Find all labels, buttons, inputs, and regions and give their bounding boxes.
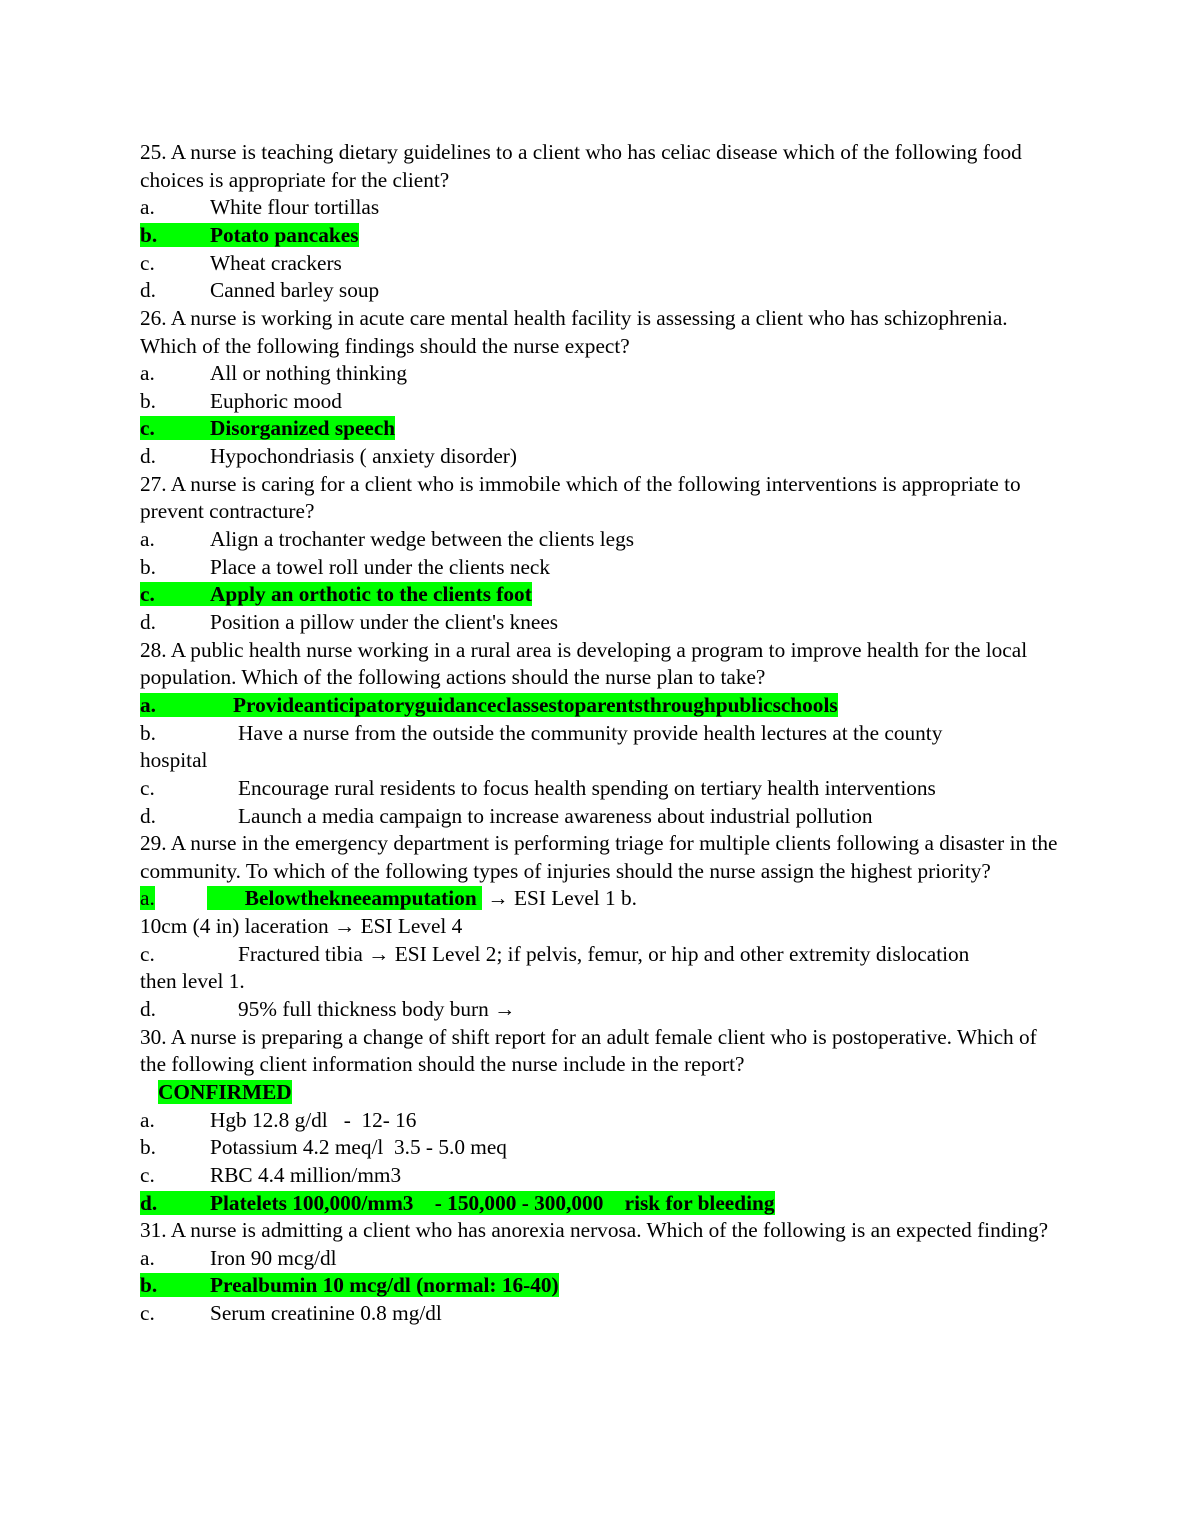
q27-option-c (140, 581, 1060, 609)
option-text: Hypochondriasis ( anxiety disorder) (210, 444, 517, 469)
q29-option-b: 10cm (4 in) laceration → ESI Level 4 (140, 914, 463, 939)
q26-option-b (140, 388, 1060, 416)
q25-option-c (140, 250, 1060, 278)
q30-option-b (140, 1134, 1060, 1162)
option-label: b. (140, 222, 158, 247)
option-label: a. (140, 1107, 155, 1132)
option-text: Potassium 4.2 meq/l 3.5 - 5.0 meq (210, 1135, 507, 1160)
option-text: Euphoric mood (210, 388, 342, 413)
answer-highlight: Disorganized speech (210, 416, 396, 441)
q27-option-d (140, 609, 1060, 637)
q30-option-d (140, 1190, 1060, 1218)
option-text: Position a pillow under the client's knees (210, 609, 559, 634)
q31-option-a (140, 1245, 1060, 1273)
option-text: Launch a media campaign to increase awareness about industrial pollution (238, 803, 873, 828)
option-label: a. (140, 195, 155, 220)
option-label: b. (140, 388, 156, 413)
option-label: c. (140, 250, 155, 275)
q29-option-a (140, 885, 1060, 913)
q29-option-d (140, 996, 1060, 1024)
option-text: White flour tortillas (210, 195, 380, 220)
option-text: Align a trochanter wedge between the clients legs (210, 527, 635, 552)
option-text: Iron 90 mcg/dl (210, 1245, 337, 1270)
confirmed-badge: CONFIRMED (158, 1079, 292, 1104)
option-text: Place a towel roll under the clients neck (210, 554, 551, 579)
q28-option-a (140, 692, 1060, 720)
option-label: c. (140, 416, 155, 441)
question-31-stem: 31. A nurse is admitting a client who has anorexia nervosa. Which of the following is an expected finding? (140, 1218, 1049, 1243)
option-label: a. (140, 361, 155, 386)
q28-option-c (140, 775, 1060, 803)
option-text: Fractured tibia → ESI Level 2; if pelvis, femur, or hip and other extremity dislocation (238, 941, 970, 966)
option-label: d. (140, 997, 156, 1022)
q25-option-a (140, 194, 1060, 222)
option-label: b. (140, 720, 156, 745)
document-body (140, 139, 1060, 1328)
option-label: c. (140, 775, 155, 800)
option-label: a. (140, 527, 155, 552)
question-25-stem: 25. A nurse is teaching dietary guidelines to a client who has celiac disease which of the following food choices is appropriate for the client? (140, 140, 1022, 192)
option-text: All or nothing thinking (210, 361, 407, 386)
option-label: a. (140, 886, 155, 911)
option-label: d. (140, 1190, 158, 1215)
question-27-stem: 27. A nurse is caring for a client who is immobile which of the following interventions is appropriate to prevent contracture? (140, 471, 1021, 524)
option-label: a. (140, 1245, 155, 1270)
option-label: c. (140, 1162, 155, 1187)
q27-option-a (140, 526, 1060, 554)
q26-option-a (140, 360, 1060, 388)
answer-highlight: Potato pancakes (210, 222, 359, 247)
option-text: Wheat crackers (210, 250, 342, 275)
q28-option-b (140, 720, 1060, 748)
answer-highlight: Provideanticipatoryguidanceclassestoparentsthroughpublicschools (233, 692, 838, 717)
q26-option-d (140, 443, 1060, 471)
option-label: c. (140, 941, 155, 966)
option-label: c. (140, 582, 155, 607)
q29-option-c-continued: then level 1. (140, 969, 245, 994)
option-label: d. (140, 444, 156, 469)
q25-option-b (140, 222, 1060, 250)
answer-highlight: Belowthekneeamputation (244, 886, 477, 911)
question-26-stem: 26. A nurse is working in acute care mental health facility is assessing a client who has schizophrenia. Which of the following findings should the nurse expect? (140, 305, 1008, 358)
answer-highlight: Prealbumin 10 mcg/dl (normal: 16-40) (210, 1273, 559, 1298)
q25-option-d (140, 277, 1060, 305)
q30-option-c (140, 1162, 1060, 1190)
q31-option-c (140, 1300, 1060, 1328)
option-label: a. (140, 692, 156, 717)
option-label: b. (140, 554, 156, 579)
option-text: Hgb 12.8 g/dl - 12- 16 (210, 1107, 417, 1132)
q29-option-c (140, 941, 1060, 969)
option-label: d. (140, 803, 156, 828)
q30-option-a (140, 1107, 1060, 1135)
q28-option-b-continued: hospital (140, 748, 208, 773)
option-label: c. (140, 1301, 155, 1326)
option-text: 95% full thickness body burn → (238, 997, 516, 1022)
option-text: RBC 4.4 million/mm3 (210, 1162, 402, 1187)
option-label: d. (140, 609, 156, 634)
q28-option-d (140, 803, 1060, 831)
question-30-stem: 30. A nurse is preparing a change of shift report for an adult female client who is postoperative. Which of the following client information should the nurse include in the report? (140, 1024, 1037, 1077)
q31-option-b (140, 1272, 1060, 1300)
question-28-stem: 28. A public health nurse working in a rural area is developing a program to improve health for the local population. Which of the following actions should the nurse plan to take? (140, 637, 1028, 690)
q26-option-c (140, 415, 1060, 443)
option-label: b. (140, 1273, 158, 1298)
option-text: Canned barley soup (210, 278, 380, 303)
answer-highlight: Platelets 100,000/mm3 - 150,000 - 300,000 risk for bleeding (210, 1190, 775, 1215)
answer-highlight: Apply an orthotic to the clients foot (210, 582, 532, 607)
q30-confirmed (140, 1079, 1060, 1107)
question-29-stem: 29. A nurse in the emergency department is performing triage for multiple clients following a disaster in the community. To which of the following types of injuries should the nurse assign the highest priority? (140, 831, 1058, 883)
option-text: → ESI Level 1 b. (487, 886, 637, 911)
option-label: d. (140, 278, 156, 303)
option-text: Serum creatinine 0.8 mg/dl (210, 1301, 442, 1326)
q27-option-b (140, 554, 1060, 582)
option-label: b. (140, 1135, 156, 1160)
option-text: Encourage rural residents to focus health spending on tertiary health interventions (238, 775, 936, 800)
option-text: Have a nurse from the outside the community provide health lectures at the county (238, 720, 943, 745)
